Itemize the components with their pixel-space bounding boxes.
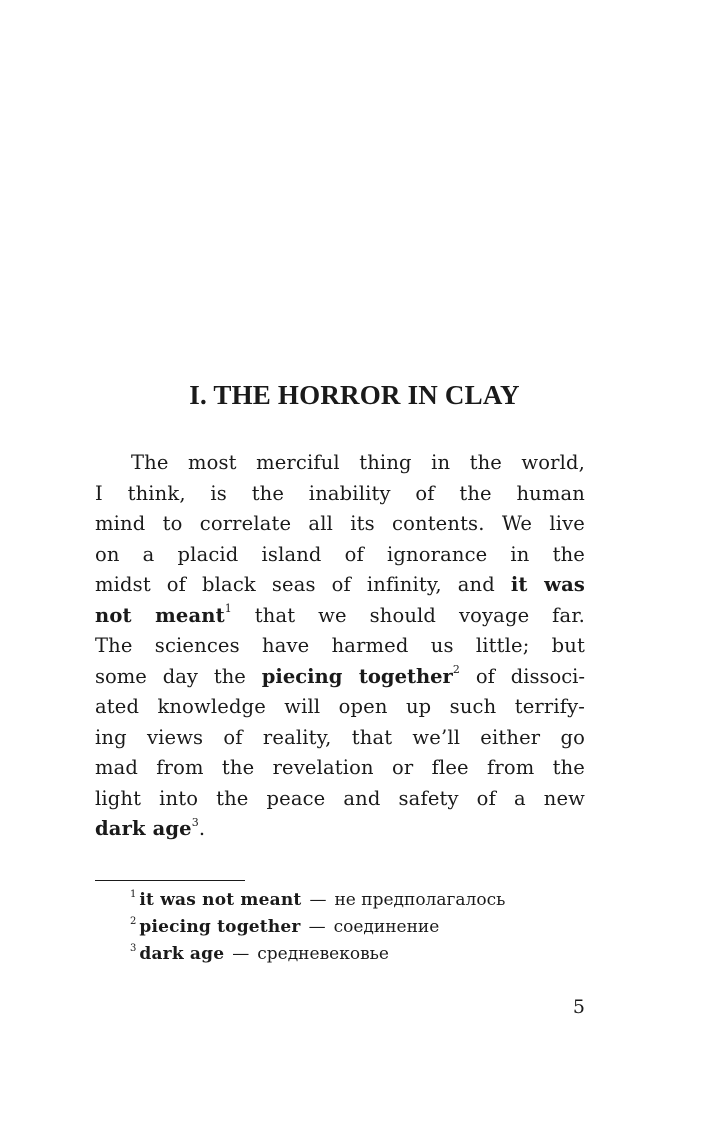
footnotes [130,887,590,968]
chapter-title: I. THE HORROR IN CLAY [189,380,520,410]
footnote-ref: 2 [452,663,460,676]
footnote [130,941,590,968]
footnote-divider [95,880,245,881]
paragraph-line: dark age$^3$. [95,815,206,840]
paragraph-line: mind to correlate all its contents. We live [95,512,585,535]
footnote-term: it was not meant [139,890,302,910]
page-number: 5 [572,996,585,1018]
footnote-number: 3 [130,943,137,955]
paragraph-line: on a placid island of ignorance in the [95,542,585,566]
footnote-translation: соединение [333,917,440,937]
paragraph-line: ated knowledge will open up such terrify- [95,695,585,718]
footnote-number: 2 [130,916,137,928]
glossed-term: piecing together [261,664,453,688]
footnote-ref: 1 [224,602,232,615]
footnote-number: 1 [130,889,137,901]
footnote-term: piecing together [139,917,301,937]
footnote [130,914,590,941]
paragraph-line: The most merciful thing in the world, [131,451,585,474]
paragraph-line: mad from the revelation or flee from the [95,756,585,779]
footnote-dash: — [309,890,327,910]
footnote-translation: не предполагалось [334,890,506,910]
paragraph-line: ing views of reality, that we’ll either go [95,725,585,749]
footnote [130,887,590,914]
glossed-term: dark age [95,817,192,840]
paragraph-line: light into the peace and safety of a new [95,786,585,810]
paragraph-line: The sciences have harmed us little; but [95,634,585,657]
footnote-dash: — [308,917,326,937]
paragraph-line: some day the piecing together$^2$ of dissoci- [95,663,585,688]
paragraph-line: I think, is the inability of the human [95,481,585,505]
body-paragraph [95,448,585,845]
footnote-translation: средневековье [257,944,389,964]
paragraph-line: not meant$^1$ that we should voyage far. [95,602,585,627]
footnote-term: dark age [139,944,225,964]
glossed-term: it was [510,573,585,596]
footnote-ref: 3 [191,815,199,829]
paragraph-line: midst of black seas of infinity, and it was [95,573,585,596]
footnote-dash: — [232,944,250,964]
glossed-term: not meant [95,603,225,627]
